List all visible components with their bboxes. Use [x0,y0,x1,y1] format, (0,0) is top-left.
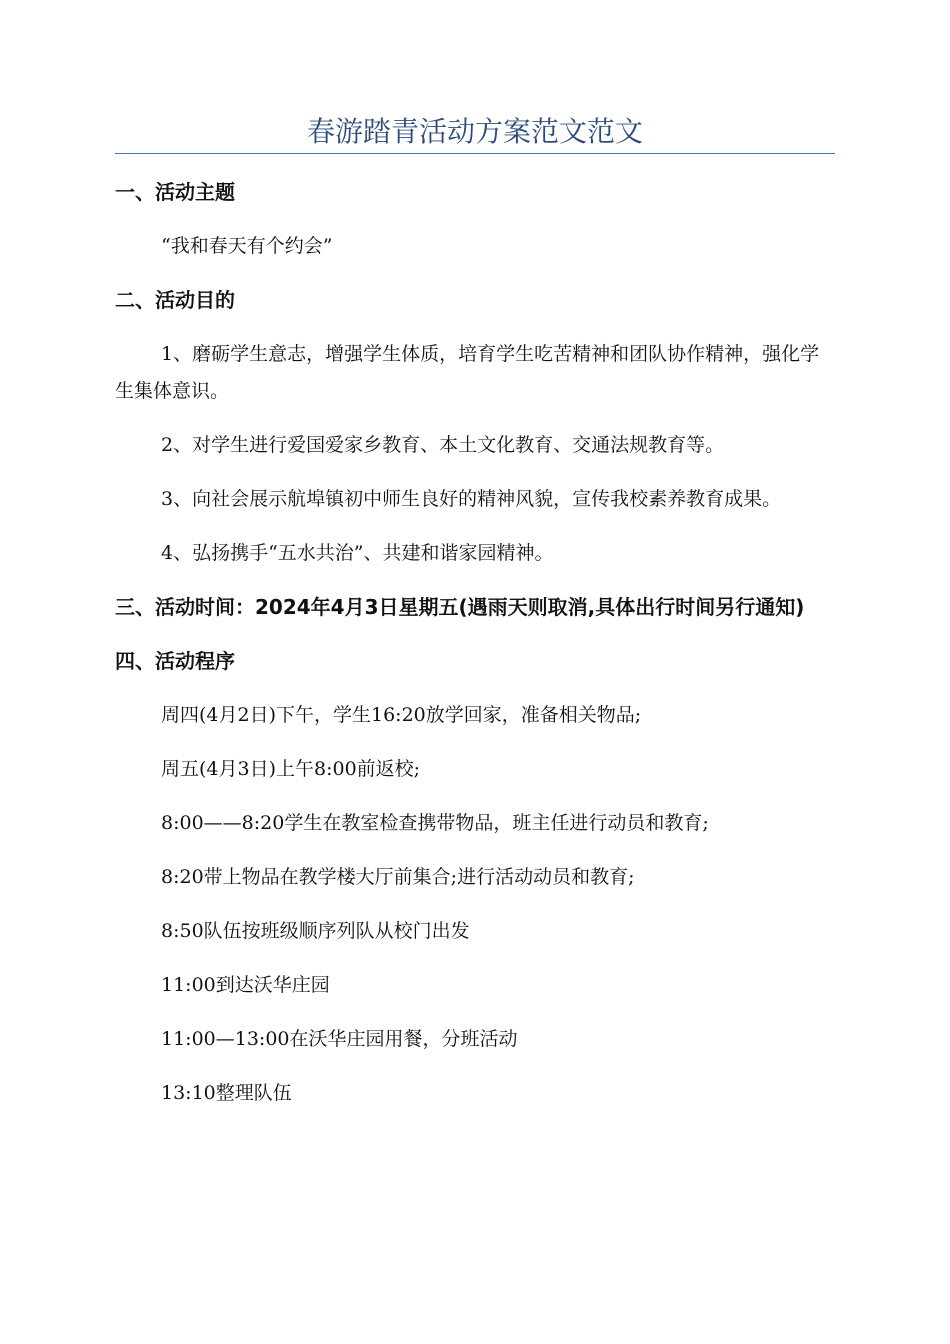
purpose-item-3: 3、向社会展示航埠镇初中师生良好的精神风貌，宣传我校素养教育成果。 [161,488,782,510]
schedule-item: 11:00—13:00在沃华庄园用餐，分班活动 [161,1028,518,1050]
section-heading-purpose: 二、活动目的 [115,288,235,312]
title-underline [115,153,835,154]
document-title: 春游踏青活动方案范文范文 [306,115,643,148]
section-heading-time: 三、活动时间：2024年4月3日星期五(遇雨天则取消,具体出行时间另行通知) [115,595,805,619]
schedule-item: 11:00到达沃华庄园 [161,974,330,996]
document-body [115,174,835,1129]
section-heading-theme: 一、活动主题 [115,180,235,204]
schedule-item: 周五(4月3日)上午8:00前返校; [161,758,421,780]
purpose-item-2: 2、对学生进行爱国爱家乡教育、本土文化教育、交通法规教育等。 [161,434,725,456]
schedule-item: 13:10整理队伍 [161,1082,292,1104]
section-heading-schedule: 四、活动程序 [115,649,235,673]
schedule-item: 8:50队伍按班级顺序列队从校门出发 [161,920,470,942]
purpose-item-1: 1、磨砺学生意志，增强学生体质，培育学生吃苦精神和团队协作精神，强化学生集体意识。 [115,343,820,402]
schedule-item: 周四(4月2日)下午，学生16:20放学回家，准备相关物品; [161,704,642,726]
schedule-item: 8:20带上物品在教学楼大厅前集合;进行活动动员和教育; [161,866,635,888]
theme-slogan: “我和春天有个约会” [161,235,333,257]
purpose-item-4: 4、弘扬携手“五水共治”、共建和谐家园精神。 [161,542,554,564]
schedule-item: 8:00——8:20学生在教室检查携带物品，班主任进行动员和教育; [161,812,709,834]
